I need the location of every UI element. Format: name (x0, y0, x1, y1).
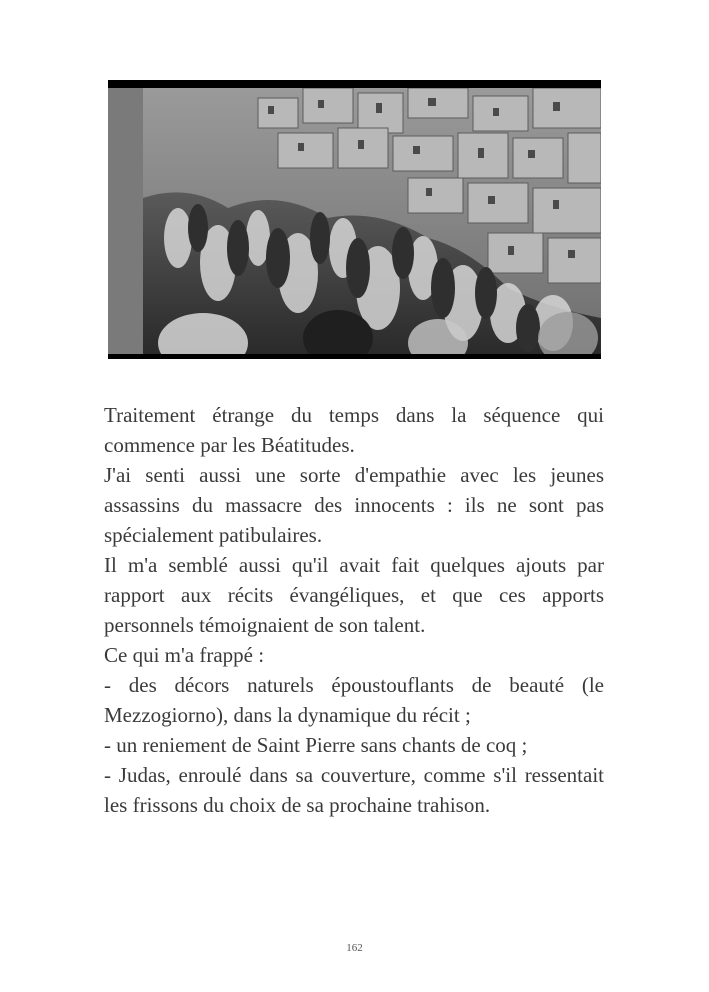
film-still-image (108, 80, 601, 359)
paragraph-4: Ce qui m'a frappé : (104, 643, 265, 667)
paragraph-2: J'ai senti aussi une sorte d'empathie avec les jeunes assassins du massacre des innocents : ils ne sont pas spécialement patibulaires. (104, 463, 604, 547)
list-item-2: - un reniement de Saint Pierre sans chants de coq ; (104, 733, 528, 757)
list-item-1: - des décors naturels époustouflants de beauté (le Mezzogiorno), dans la dynamique du récit ; (104, 673, 604, 727)
paragraph-3: Il m'a semblé aussi qu'il avait fait quelques ajouts par rapport aux récits évangéliques, et que ces apports personnels témoignaient de son talent. (104, 553, 604, 637)
list-item-3: - Judas, enroulé dans sa couverture, comme s'il ressentait les frissons du choix de sa prochaine trahison. (104, 763, 604, 817)
page-number: 162 (346, 942, 363, 954)
body-text (104, 400, 604, 820)
film-still-photo-icon (108, 88, 601, 354)
paragraph-1: Traitement étrange du temps dans la séquence qui commence par les Béatitudes. (104, 403, 604, 457)
